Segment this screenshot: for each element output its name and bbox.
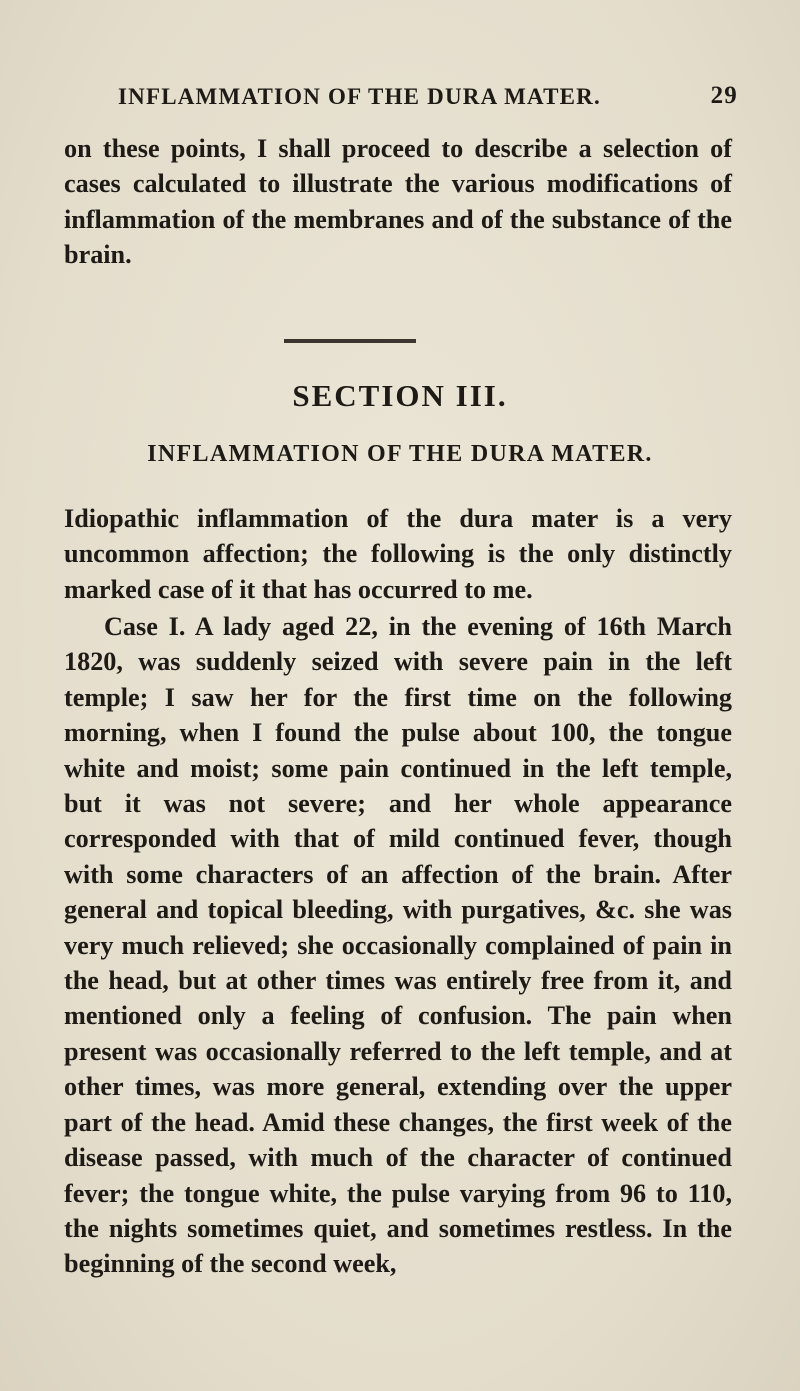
paragraph-case-one: Case I. A lady aged 22, in the evening of 16th March 1820, was suddenly seized with severe pain in the left temple; I saw her for the first time on the following morning, when I found the pulse about 100, the tongue white and moist; some pain continued in the left temple, but it was not severe; and her whole appearance corresponded with that of mild continued fever, though with some characters of an affection of the brain. After general and topical bleeding, with purgatives, &c. she was very much relieved; she occasionally complained of pain in the head, but at other times was entirely free from it, and mentioned only a feeling of confusion. The pain when present was occasionally referred to the left temple, and at other times, was more general, extending over the upper part of the head. Amid these changes, the first week of the disease passed, with much of the character of continued fever; the tongue white, the pulse varying from 96 to 110, the nights sometimes quiet, and sometimes restless. In the beginning of the second week, [64, 612, 732, 1279]
section-subtitle: INFLAMMATION OF THE DURA MATER. [147, 441, 653, 467]
paragraph-intro: on these points, I shall proceed to describe a selection of cases calculated to illustrate the various modifications of inflammation of the membranes and of the substance of the brain. [64, 134, 732, 270]
running-head-title: INFLAMMATION OF THE DURA MATER. [118, 84, 601, 109]
page-number: 29 [710, 82, 738, 109]
paragraph-idiopathic: Idiopathic inflammation of the dura mater is a very uncommon affection; the following is the only distinctly marked case of it that has occurred to me. [64, 504, 732, 604]
section-divider [284, 339, 416, 343]
section-title: SECTION III. [292, 378, 508, 413]
running-head [118, 84, 738, 118]
